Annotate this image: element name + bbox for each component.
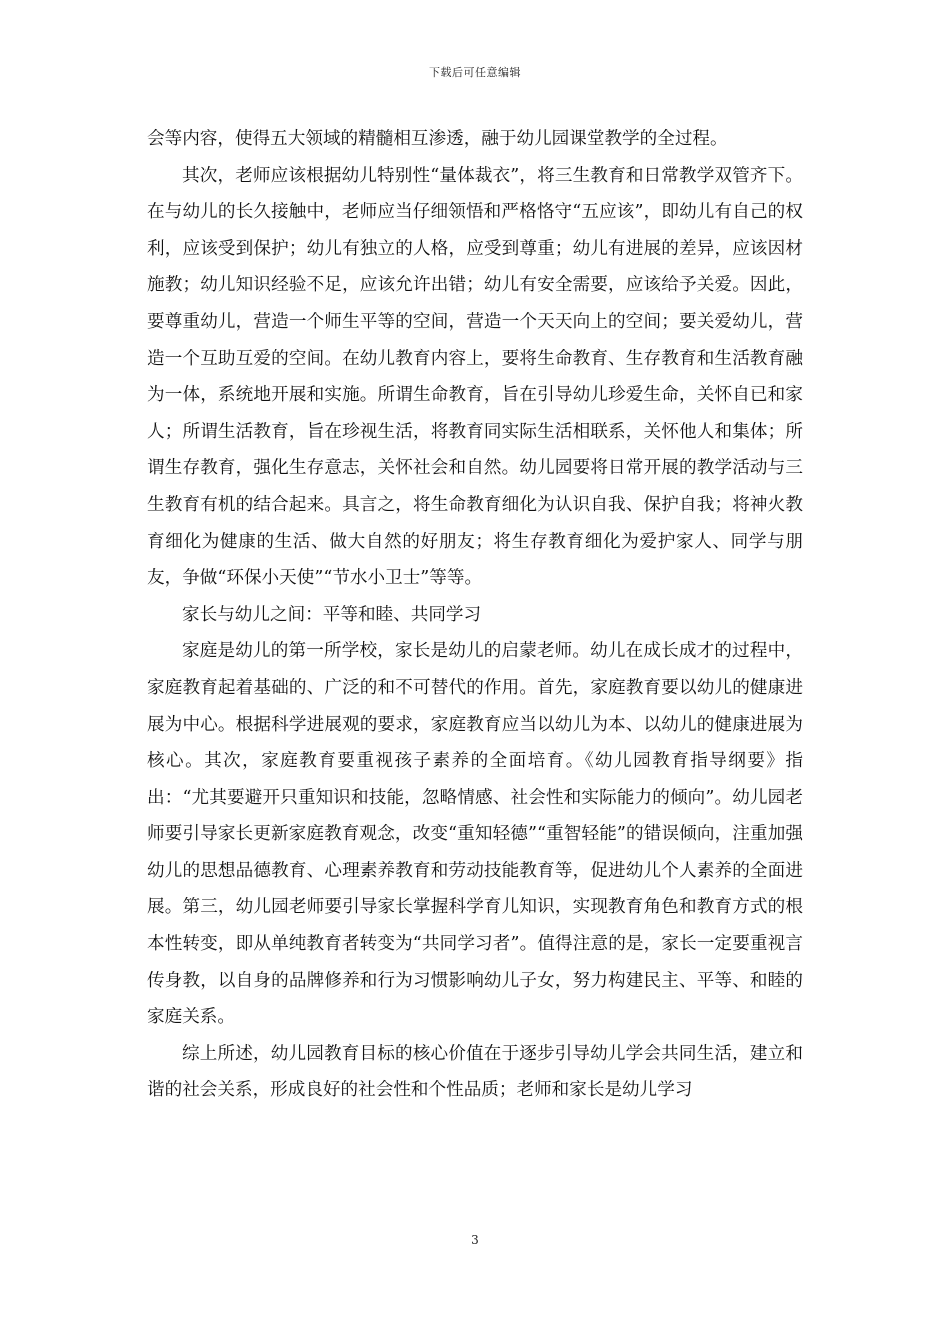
paragraph-family-education: 家庭是幼儿的第一所学校，家长是幼儿的启蒙老师。幼儿在成长成才的过程中，家庭教育起着基础的、广泛的和不可替代的作用。首先，家庭教育要以幼儿的健康进展为中心。根据科学进展观的要求，家庭教育应当以幼儿为本、以幼儿的健康进展为核心。其次，家庭教育要重视孩子素养的全面培育。《幼儿园教育指导纲要》指出：“尤其要避开只重知识和技能，忽略情感、社会性和实际能力的倾向”。幼儿园老师要引导家长更新家庭教育观念，改变“重知轻德”“重智轻能”的错误倾向，注重加强幼儿的思想品德教育、心理素养教育和劳动技能教育等，促进幼儿个人素养的全面进展。第三，幼儿园老师要引导家长掌握科学育儿知识，实现教育角色和教育方式的根本性转变，即从单纯教育者转变为“共同学习者”。值得注意的是，家长一定要重视言传身教，以自身的品牌修养和行为习惯影响幼儿子女，努力构建民主、平等、和睦的家庭关系。 [147,641,803,1028]
page-header: 下载后可任意编辑 [429,66,521,79]
document-body [147,121,803,1109]
page-number: 3 [471,1233,479,1247]
paragraph-conclusion: 综上所述，幼儿园教育目标的核心价值在于逐步引导幼儿学会共同生活，建立和谐的社会关系，形成良好的社会性和个性品质；老师和家长是幼儿学习 [147,1043,803,1101]
paragraph-continuation: 会等内容，使得五大领域的精髓相互渗透，融于幼儿园课堂教学的全过程。 [147,129,728,149]
section-heading-parents-children: 家长与幼儿之间：平等和睦、共同学习 [182,604,482,625]
paragraph-teacher-approach: 其次，老师应该根据幼儿特别性“量体裁衣”，将三生教育和日常教学双管齐下。在与幼儿的长久接触中，老师应当仔细领悟和严格恪守“五应该”，即幼儿有自己的权利，应该受到保护；幼儿有独立的人格，应受到尊重；幼儿有进展的差异，应该因材施教；幼儿知识经验不足，应该允许出错；幼儿有安全需要，应该给予关爱。因此，要尊重幼儿，营造一个师生平等的空间，营造一个天天向上的空间；要关爱幼儿，营造一个互助互爱的空间。在幼儿教育内容上，要将生命教育、生存教育和生活教育融为一体，系统地开展和实施。所谓生命教育，旨在引导幼儿珍爱生命，关怀自已和家人；所谓生活教育，旨在珍视生活，将教育同实际生活相联系，关怀他人和集体；所谓生存教育，强化生存意志，关怀社会和自然。幼儿园要将日常开展的教学活动与三生教育有机的结合起来。具言之，将生命教育细化为认识自我、保护自我；将神火教育细化为健康的生活、做大自然的好朋友；将生存教育细化为爱护家人、同学与朋友，争做“环保小天使”“节水小卫士”等等。 [147,165,803,589]
